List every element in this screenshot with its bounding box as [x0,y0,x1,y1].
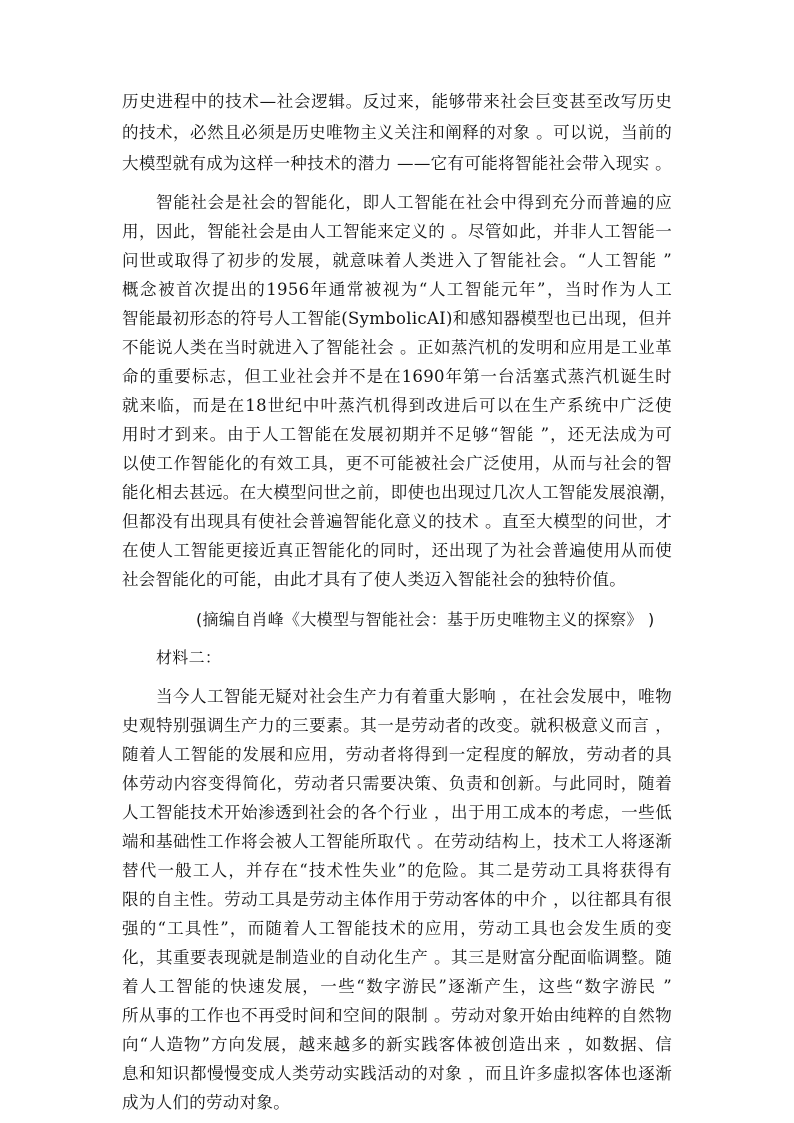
paragraph-2-line-12: 但都没有出现具有使社会普遍智能化意义的技术 。直至大模型的问世，才 [122,512,672,531]
paragraph-2-line-8: 就来临，而是在18世纪中叶蒸汽机得到改进后可以在生产系统中广泛使 [122,396,672,415]
paragraph-2-line-9: 用时才到来。由于人工智能在发展初期并不足够“智能 ”，还无法成为可 [122,425,672,444]
material-heading: 材料二： [156,648,222,667]
paragraph-3-line-4: 体劳动内容变得简化，劳动者只需要决策、负责和创新。与此同时，随着 [122,774,672,793]
paragraph-2-line-2: 用，因此，智能社会是由人工智能来定义的 。尽管如此，并非人工智能一 [122,222,672,241]
paragraph-3-line-7: 替代一般工人，并存在“技术性失业”的危险。其二是劳动工具将获得有 [122,861,672,880]
paragraph-1-line-3: 大模型就有成为这样一种技术的潜力 ——它有可能将智能社会带入现实 。 [122,154,672,173]
paragraph-3-line-15: 成为人们的劳动对象。 [122,1093,290,1112]
paragraph-2-line-3: 问世或取得了初步的发展，就意味着人类进入了智能社会。“人工智能 ” [122,251,672,270]
paragraph-1-line-1: 历史进程中的技术—社会逻辑。反过来，能够带来社会巨变甚至改写历史 [122,92,672,111]
paragraph-1-line-2: 的技术，必然且必须是历史唯物主义关注和阐释的对象 。可以说，当前的 [122,123,672,142]
paragraph-2-line-5: 智能最初形态的符号人工智能(SymbolicAI)和感知器模型也已出现，但并 [122,309,672,328]
paragraph-3-line-13: 向“人造物”方向发展，越来越多的新实践客体被创造出来 ，如数据、信 [122,1035,672,1054]
paragraph-3-line-2: 史观特别强调生产力的三要素。其一是劳动者的改变。就积极意义而言 ， [122,716,672,735]
source-attribution: (摘编自肖峰《大模型与智能社会：基于历史唯物主义的探察》 ) [196,610,655,629]
paragraph-3-line-1: 当今人工智能无疑对社会生产力有着重大影响 ，在社会发展中，唯物 [156,687,672,706]
paragraph-2-line-6: 不能说人类在当时就进入了智能社会 。正如蒸汽机的发明和应用是工业革 [122,338,672,357]
paragraph-2-line-7: 命的重要标志，但工业社会并不是在1690年第一台活塞式蒸汽机诞生时 [122,367,672,386]
paragraph-3-line-12: 所从事的工作也不再受时间和空间的限制 。劳动对象开始由纯粹的自然物 [122,1006,672,1025]
paragraph-3-line-3: 随着人工智能的发展和应用，劳动者将得到一定程度的解放，劳动者的具 [122,745,672,764]
paragraph-2-line-11: 能化相去甚远。在大模型问世之前，即使也出现过几次人工智能发展浪潮， [122,483,677,502]
paragraph-3-line-9: 强的“工具性”，而随着人工智能技术的应用，劳动工具也会发生质的变 [122,919,672,938]
paragraph-2-line-1: 智能社会是社会的智能化，即人工智能在社会中得到充分而普遍的应 [156,193,672,212]
paragraph-2-line-13: 在使人工智能更接近真正智能化的同时，还出现了为社会普遍使用从而使 [122,541,672,560]
paragraph-2-line-4: 概念被首次提出的1956年通常被视为“人工智能元年”，当时作为人工 [122,280,672,299]
paragraph-3-line-14: 息和知识都慢慢变成人类劳动实践活动的对象 ，而且许多虚拟客体也逐渐 [122,1064,672,1083]
paragraph-2-line-10: 以使工作智能化的有效工具，更不可能被社会广泛使用，从而与社会的智 [122,454,672,473]
paragraph-3-line-8: 限的自主性。劳动工具是劳动主体作用于劳动客体的中介 ，以往都具有很 [122,890,672,909]
paragraph-3-line-10: 化，其重要表现就是制造业的自动化生产 。其三是财富分配面临调整。随 [122,948,672,967]
paragraph-3-line-11: 着人工智能的快速发展，一些“数字游民”逐渐产生，这些“数字游民 ” [122,977,672,996]
paragraph-3-line-6: 端和基础性工作将会被人工智能所取代 。在劳动结构上，技术工人将逐渐 [122,832,672,851]
paragraph-3-line-5: 人工智能技术开始渗透到社会的各个行业 ，出于用工成本的考虑，一些低 [122,803,672,822]
paragraph-2-line-14: 社会智能化的可能，由此才具有了使人类迈入智能社会的独特价值。 [122,570,626,589]
